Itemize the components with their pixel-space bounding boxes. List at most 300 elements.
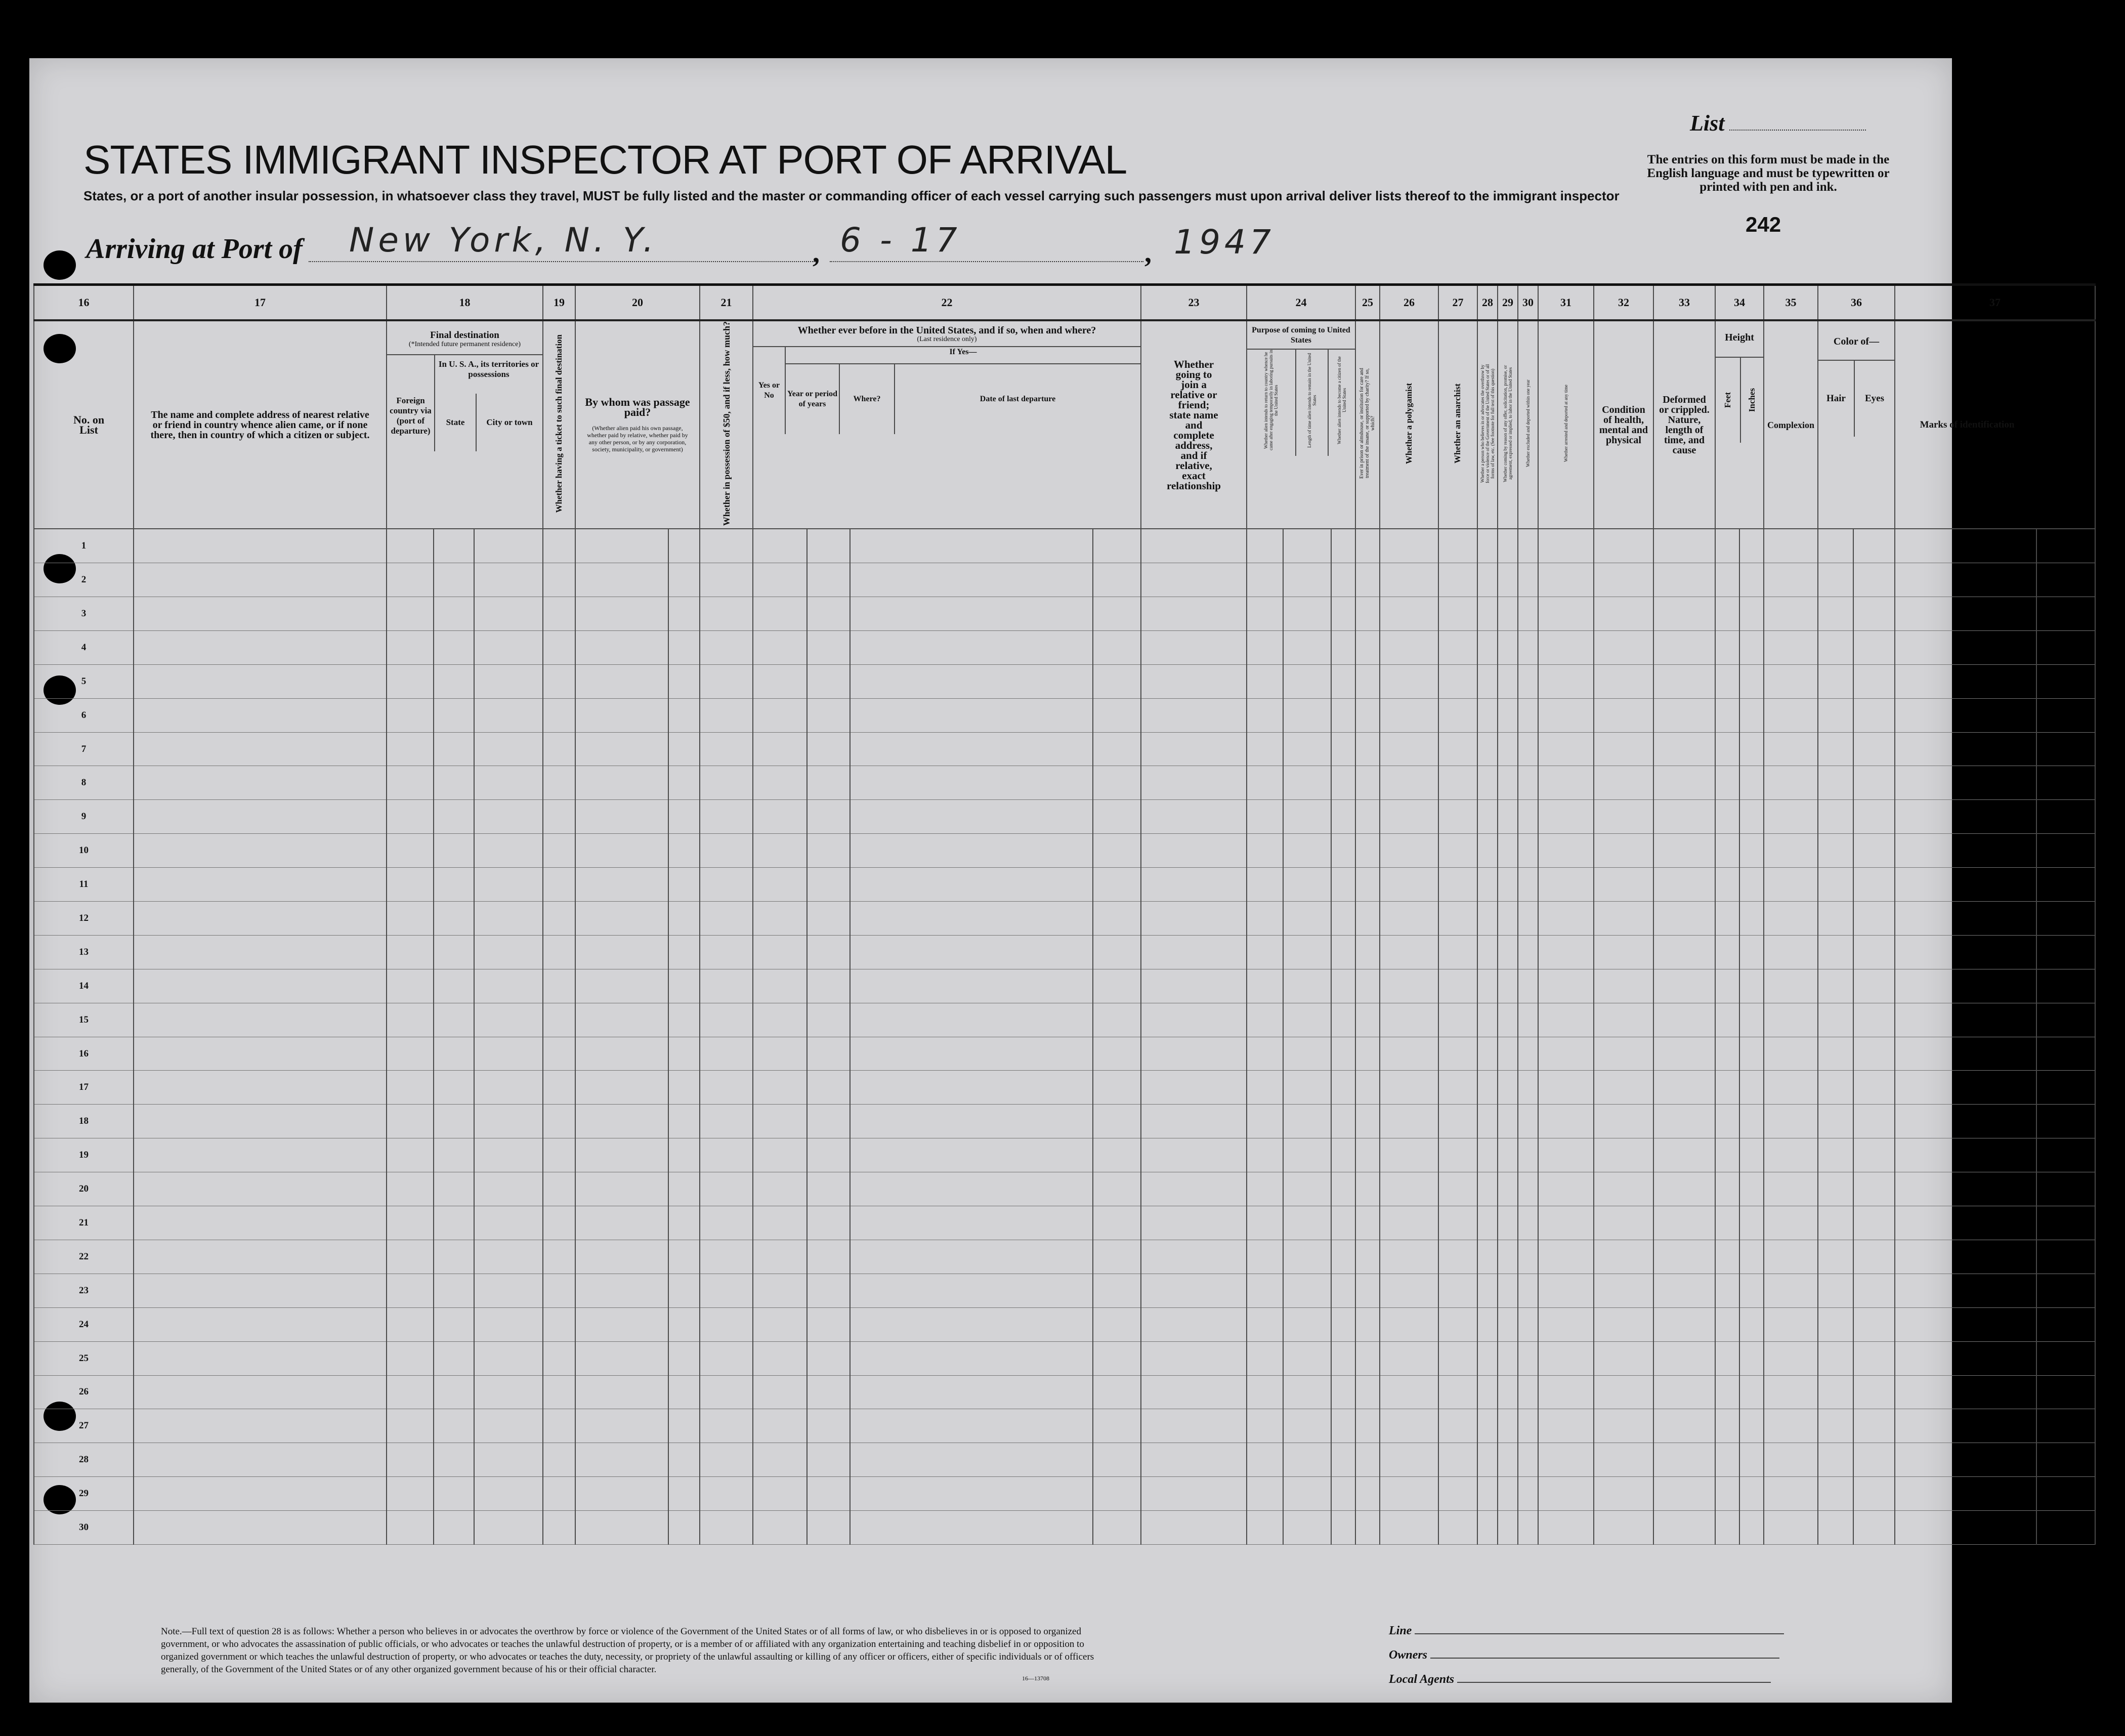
entry-cell[interactable]: [700, 1138, 753, 1172]
entry-cell[interactable]: [1538, 1105, 1594, 1138]
entry-cell[interactable]: [1764, 529, 1818, 563]
entry-cell[interactable]: [1653, 1307, 1715, 1341]
entry-cell[interactable]: [1380, 834, 1438, 868]
entry-cell[interactable]: [1518, 1206, 1538, 1240]
entry-cell[interactable]: [134, 732, 387, 766]
entry-cell[interactable]: [134, 766, 387, 800]
entry-cell[interactable]: [1518, 1105, 1538, 1138]
entry-cell[interactable]: [575, 1375, 668, 1409]
entry-cell[interactable]: [1653, 800, 1715, 834]
entry-cell[interactable]: [668, 1003, 700, 1037]
entry-cell[interactable]: [807, 630, 850, 664]
entry-cell[interactable]: [2036, 597, 2095, 631]
entry-cell[interactable]: [543, 732, 575, 766]
entry-cell[interactable]: [850, 1172, 1093, 1206]
entry-cell[interactable]: [434, 1172, 474, 1206]
entry-cell[interactable]: [753, 732, 807, 766]
entry-cell[interactable]: [668, 1341, 700, 1375]
entry-cell[interactable]: [575, 698, 668, 732]
entry-cell[interactable]: [1355, 1206, 1380, 1240]
entry-cell[interactable]: [1355, 935, 1380, 969]
entry-cell[interactable]: [1853, 868, 1895, 902]
entry-cell[interactable]: [1594, 529, 1653, 563]
entry-cell[interactable]: [1477, 1274, 1498, 1307]
entry-cell[interactable]: [1653, 1003, 1715, 1037]
entry-cell[interactable]: [1331, 1138, 1355, 1172]
entry-cell[interactable]: [753, 698, 807, 732]
entry-cell[interactable]: [1247, 800, 1283, 834]
entry-cell[interactable]: [1331, 1003, 1355, 1037]
entry-cell[interactable]: [1518, 1443, 1538, 1477]
entry-cell[interactable]: [1477, 732, 1498, 766]
entry-cell[interactable]: [1283, 698, 1331, 732]
entry-cell[interactable]: [1247, 1307, 1283, 1341]
entry-cell[interactable]: [1764, 902, 1818, 936]
entry-cell[interactable]: [850, 698, 1093, 732]
entry-cell[interactable]: [668, 1409, 700, 1443]
entry-cell[interactable]: [753, 834, 807, 868]
entry-cell[interactable]: [668, 1443, 700, 1477]
entry-cell[interactable]: [1498, 1240, 1518, 1274]
entry-cell[interactable]: [1247, 1138, 1283, 1172]
entry-cell[interactable]: [434, 664, 474, 698]
entry-cell[interactable]: [1653, 1341, 1715, 1375]
entry-cell[interactable]: [1093, 1409, 1141, 1443]
entry-cell[interactable]: [1518, 1341, 1538, 1375]
entry-cell[interactable]: [1141, 1138, 1247, 1172]
entry-cell[interactable]: [807, 1409, 850, 1443]
entry-cell[interactable]: [1331, 1037, 1355, 1071]
entry-cell[interactable]: [2036, 529, 2095, 563]
entry-cell[interactable]: [1764, 1003, 1818, 1037]
entry-cell[interactable]: [2036, 1409, 2095, 1443]
entry-cell[interactable]: [1764, 1409, 1818, 1443]
entry-cell[interactable]: [753, 1105, 807, 1138]
entry-cell[interactable]: [1594, 664, 1653, 698]
entry-cell[interactable]: [134, 1206, 387, 1240]
entry-cell[interactable]: [850, 868, 1093, 902]
entry-cell[interactable]: [1331, 698, 1355, 732]
entry-cell[interactable]: [1739, 1341, 1764, 1375]
entry-cell[interactable]: [1818, 834, 1853, 868]
entry-cell[interactable]: [1477, 935, 1498, 969]
entry-cell[interactable]: [1853, 630, 1895, 664]
entry-cell[interactable]: [134, 1138, 387, 1172]
entry-cell[interactable]: [1477, 1105, 1498, 1138]
entry-cell[interactable]: [1895, 1409, 2036, 1443]
entry-cell[interactable]: [1380, 630, 1438, 664]
entry-cell[interactable]: [134, 1071, 387, 1105]
entry-cell[interactable]: [2036, 834, 2095, 868]
entry-cell[interactable]: [1853, 1274, 1895, 1307]
entry-cell[interactable]: [134, 834, 387, 868]
entry-cell[interactable]: [700, 1307, 753, 1341]
entry-cell[interactable]: [1538, 1477, 1594, 1511]
entry-cell[interactable]: [1594, 1003, 1653, 1037]
entry-cell[interactable]: [1538, 664, 1594, 698]
entry-cell[interactable]: [1895, 1138, 2036, 1172]
entry-cell[interactable]: [1438, 834, 1477, 868]
entry-cell[interactable]: [1653, 1172, 1715, 1206]
entry-cell[interactable]: [575, 1037, 668, 1071]
entry-cell[interactable]: [387, 1511, 434, 1545]
entry-cell[interactable]: [1093, 1443, 1141, 1477]
entry-cell[interactable]: [1093, 969, 1141, 1003]
entry-cell[interactable]: [387, 1138, 434, 1172]
entry-cell[interactable]: [1895, 529, 2036, 563]
entry-cell[interactable]: [1331, 1307, 1355, 1341]
entry-cell[interactable]: [668, 597, 700, 631]
entry-cell[interactable]: [1653, 1511, 1715, 1545]
entry-cell[interactable]: [575, 597, 668, 631]
entry-cell[interactable]: [1895, 1443, 2036, 1477]
entry-cell[interactable]: [1283, 597, 1331, 631]
entry-cell[interactable]: [668, 766, 700, 800]
entry-cell[interactable]: [575, 766, 668, 800]
entry-cell[interactable]: [575, 563, 668, 597]
entry-cell[interactable]: [543, 630, 575, 664]
entry-cell[interactable]: [1141, 800, 1247, 834]
entry-cell[interactable]: [1594, 1409, 1653, 1443]
entry-cell[interactable]: [1477, 1443, 1498, 1477]
entry-cell[interactable]: [1818, 1003, 1853, 1037]
entry-cell[interactable]: [700, 529, 753, 563]
entry-cell[interactable]: [1853, 1071, 1895, 1105]
entry-cell[interactable]: [1141, 1409, 1247, 1443]
entry-cell[interactable]: [387, 563, 434, 597]
entry-cell[interactable]: [1818, 800, 1853, 834]
entry-cell[interactable]: [1355, 1375, 1380, 1409]
entry-cell[interactable]: [1653, 732, 1715, 766]
entry-cell[interactable]: [1438, 1172, 1477, 1206]
entry-cell[interactable]: [753, 766, 807, 800]
entry-cell[interactable]: [850, 1443, 1093, 1477]
entry-cell[interactable]: [134, 902, 387, 936]
entry-cell[interactable]: [668, 664, 700, 698]
entry-cell[interactable]: [1141, 1341, 1247, 1375]
entry-cell[interactable]: [134, 1037, 387, 1071]
entry-cell[interactable]: [1247, 1105, 1283, 1138]
entry-cell[interactable]: [1141, 1443, 1247, 1477]
entry-cell[interactable]: [1653, 1274, 1715, 1307]
entry-cell[interactable]: [134, 1307, 387, 1341]
entry-cell[interactable]: [575, 902, 668, 936]
entry-cell[interactable]: [1518, 935, 1538, 969]
entry-cell[interactable]: [1653, 834, 1715, 868]
entry-cell[interactable]: [1093, 1071, 1141, 1105]
entry-cell[interactable]: [1141, 1307, 1247, 1341]
entry-cell[interactable]: [1247, 664, 1283, 698]
entry-cell[interactable]: [2036, 1307, 2095, 1341]
entry-cell[interactable]: [1518, 732, 1538, 766]
entry-cell[interactable]: [1093, 563, 1141, 597]
entry-cell[interactable]: [1653, 1206, 1715, 1240]
entry-cell[interactable]: [1331, 1206, 1355, 1240]
entry-cell[interactable]: [1518, 1307, 1538, 1341]
entry-cell[interactable]: [1518, 1375, 1538, 1409]
entry-cell[interactable]: [807, 1071, 850, 1105]
entry-cell[interactable]: [1895, 1511, 2036, 1545]
entry-cell[interactable]: [575, 664, 668, 698]
entry-cell[interactable]: [1853, 1443, 1895, 1477]
entry-cell[interactable]: [543, 1138, 575, 1172]
entry-cell[interactable]: [2036, 935, 2095, 969]
entry-cell[interactable]: [474, 800, 543, 834]
entry-cell[interactable]: [807, 1375, 850, 1409]
entry-cell[interactable]: [2036, 1477, 2095, 1511]
entry-cell[interactable]: [807, 902, 850, 936]
entry-cell[interactable]: [1653, 935, 1715, 969]
entry-cell[interactable]: [1247, 732, 1283, 766]
entry-cell[interactable]: [1438, 698, 1477, 732]
entry-cell[interactable]: [1355, 1307, 1380, 1341]
entry-cell[interactable]: [1895, 969, 2036, 1003]
entry-cell[interactable]: [850, 1307, 1093, 1341]
entry-cell[interactable]: [1895, 1477, 2036, 1511]
entry-cell[interactable]: [474, 1172, 543, 1206]
entry-cell[interactable]: [1739, 1105, 1764, 1138]
entry-cell[interactable]: [2036, 563, 2095, 597]
entry-cell[interactable]: [387, 800, 434, 834]
entry-cell[interactable]: [1739, 1375, 1764, 1409]
entry-cell[interactable]: [1283, 1138, 1331, 1172]
entry-cell[interactable]: [134, 868, 387, 902]
entry-cell[interactable]: [1141, 1037, 1247, 1071]
entry-cell[interactable]: [1283, 1037, 1331, 1071]
entry-cell[interactable]: [543, 1071, 575, 1105]
entry-cell[interactable]: [850, 1105, 1093, 1138]
entry-cell[interactable]: [1715, 563, 1739, 597]
entry-cell[interactable]: [1594, 1071, 1653, 1105]
entry-cell[interactable]: [1739, 800, 1764, 834]
entry-cell[interactable]: [1283, 1511, 1331, 1545]
entry-cell[interactable]: [1715, 1307, 1739, 1341]
entry-cell[interactable]: [1538, 1138, 1594, 1172]
entry-cell[interactable]: [1331, 563, 1355, 597]
entry-cell[interactable]: [1895, 834, 2036, 868]
entry-cell[interactable]: [1093, 1037, 1141, 1071]
entry-cell[interactable]: [2036, 1037, 2095, 1071]
entry-cell[interactable]: [1093, 1105, 1141, 1138]
entry-cell[interactable]: [1380, 1071, 1438, 1105]
entry-cell[interactable]: [543, 800, 575, 834]
entry-cell[interactable]: [1283, 1443, 1331, 1477]
entry-cell[interactable]: [543, 1240, 575, 1274]
entry-cell[interactable]: [807, 1003, 850, 1037]
entry-cell[interactable]: [2036, 630, 2095, 664]
entry-cell[interactable]: [575, 1409, 668, 1443]
entry-cell[interactable]: [2036, 1511, 2095, 1545]
entry-cell[interactable]: [387, 1341, 434, 1375]
entry-cell[interactable]: [1594, 800, 1653, 834]
entry-cell[interactable]: [1355, 1240, 1380, 1274]
entry-cell[interactable]: [543, 902, 575, 936]
entry-cell[interactable]: [1818, 935, 1853, 969]
entry-cell[interactable]: [1093, 597, 1141, 631]
entry-cell[interactable]: [850, 1477, 1093, 1511]
entry-cell[interactable]: [1715, 1003, 1739, 1037]
entry-cell[interactable]: [1247, 1375, 1283, 1409]
entry-cell[interactable]: [1818, 902, 1853, 936]
entry-cell[interactable]: [1477, 1409, 1498, 1443]
entry-cell[interactable]: [1283, 1341, 1331, 1375]
entry-cell[interactable]: [668, 1172, 700, 1206]
entry-cell[interactable]: [753, 935, 807, 969]
entry-cell[interactable]: [2036, 1105, 2095, 1138]
entry-cell[interactable]: [434, 597, 474, 631]
entry-cell[interactable]: [387, 935, 434, 969]
entry-cell[interactable]: [1283, 1172, 1331, 1206]
entry-cell[interactable]: [1247, 868, 1283, 902]
entry-cell[interactable]: [543, 1206, 575, 1240]
entry-cell[interactable]: [474, 1409, 543, 1443]
entry-cell[interactable]: [1895, 935, 2036, 969]
entry-cell[interactable]: [1477, 630, 1498, 664]
entry-cell[interactable]: [1331, 868, 1355, 902]
entry-cell[interactable]: [1093, 630, 1141, 664]
entry-cell[interactable]: [807, 597, 850, 631]
entry-cell[interactable]: [575, 1071, 668, 1105]
entry-cell[interactable]: [134, 630, 387, 664]
entry-cell[interactable]: [474, 1003, 543, 1037]
entry-cell[interactable]: [575, 1274, 668, 1307]
entry-cell[interactable]: [1853, 1341, 1895, 1375]
entry-cell[interactable]: [1355, 597, 1380, 631]
entry-cell[interactable]: [807, 1477, 850, 1511]
entry-cell[interactable]: [2036, 1003, 2095, 1037]
entry-cell[interactable]: [1247, 766, 1283, 800]
entry-cell[interactable]: [1764, 834, 1818, 868]
entry-cell[interactable]: [1715, 935, 1739, 969]
entry-cell[interactable]: [1853, 1206, 1895, 1240]
entry-cell[interactable]: [753, 529, 807, 563]
entry-cell[interactable]: [1498, 1172, 1518, 1206]
entry-cell[interactable]: [850, 1240, 1093, 1274]
entry-cell[interactable]: [1653, 1240, 1715, 1274]
entry-cell[interactable]: [1141, 1375, 1247, 1409]
entry-cell[interactable]: [1355, 1105, 1380, 1138]
entry-cell[interactable]: [668, 529, 700, 563]
entry-cell[interactable]: [134, 1274, 387, 1307]
entry-cell[interactable]: [1594, 1138, 1653, 1172]
entry-cell[interactable]: [1093, 664, 1141, 698]
entry-cell[interactable]: [850, 1071, 1093, 1105]
entry-cell[interactable]: [1380, 1511, 1438, 1545]
entry-cell[interactable]: [1477, 1037, 1498, 1071]
entry-cell[interactable]: [575, 1443, 668, 1477]
entry-cell[interactable]: [1380, 1105, 1438, 1138]
entry-cell[interactable]: [1518, 630, 1538, 664]
entry-cell[interactable]: [543, 766, 575, 800]
entry-cell[interactable]: [1653, 1071, 1715, 1105]
entry-cell[interactable]: [850, 969, 1093, 1003]
entry-cell[interactable]: [668, 1071, 700, 1105]
entry-cell[interactable]: [1715, 1341, 1739, 1375]
entry-cell[interactable]: [1498, 1037, 1518, 1071]
entry-cell[interactable]: [1355, 766, 1380, 800]
entry-cell[interactable]: [850, 1409, 1093, 1443]
entry-cell[interactable]: [807, 1240, 850, 1274]
entry-cell[interactable]: [1093, 834, 1141, 868]
entry-cell[interactable]: [1739, 1409, 1764, 1443]
entry-cell[interactable]: [575, 1172, 668, 1206]
entry-cell[interactable]: [1438, 1511, 1477, 1545]
entry-cell[interactable]: [1715, 1375, 1739, 1409]
entry-cell[interactable]: [543, 1341, 575, 1375]
entry-cell[interactable]: [1764, 868, 1818, 902]
entry-cell[interactable]: [1331, 1105, 1355, 1138]
entry-cell[interactable]: [1093, 868, 1141, 902]
entry-cell[interactable]: [1438, 868, 1477, 902]
entry-cell[interactable]: [1818, 1443, 1853, 1477]
entry-cell[interactable]: [1380, 800, 1438, 834]
entry-cell[interactable]: [575, 1477, 668, 1511]
entry-cell[interactable]: [1653, 1409, 1715, 1443]
entry-cell[interactable]: [1331, 597, 1355, 631]
entry-cell[interactable]: [1283, 1105, 1331, 1138]
entry-cell[interactable]: [753, 1409, 807, 1443]
entry-cell[interactable]: [387, 902, 434, 936]
entry-cell[interactable]: [1141, 935, 1247, 969]
entry-cell[interactable]: [1818, 1341, 1853, 1375]
entry-cell[interactable]: [543, 1037, 575, 1071]
entry-cell[interactable]: [1247, 630, 1283, 664]
entry-cell[interactable]: [850, 732, 1093, 766]
entry-cell[interactable]: [387, 834, 434, 868]
entry-cell[interactable]: [1247, 597, 1283, 631]
entry-cell[interactable]: [1141, 529, 1247, 563]
entry-cell[interactable]: [434, 935, 474, 969]
entry-cell[interactable]: [434, 834, 474, 868]
entry-cell[interactable]: [1895, 1307, 2036, 1341]
entry-cell[interactable]: [134, 1172, 387, 1206]
entry-cell[interactable]: [1518, 1477, 1538, 1511]
entry-cell[interactable]: [1739, 664, 1764, 698]
entry-cell[interactable]: [1498, 766, 1518, 800]
entry-cell[interactable]: [434, 1341, 474, 1375]
entry-cell[interactable]: [1498, 1206, 1518, 1240]
entry-cell[interactable]: [1764, 969, 1818, 1003]
entry-cell[interactable]: [1518, 1172, 1538, 1206]
entry-cell[interactable]: [1538, 902, 1594, 936]
entry-cell[interactable]: [387, 766, 434, 800]
entry-cell[interactable]: [2036, 1341, 2095, 1375]
entry-cell[interactable]: [753, 1003, 807, 1037]
entry-cell[interactable]: [753, 1375, 807, 1409]
entry-cell[interactable]: [1093, 1240, 1141, 1274]
entry-cell[interactable]: [134, 563, 387, 597]
entry-cell[interactable]: [668, 902, 700, 936]
entry-cell[interactable]: [1853, 664, 1895, 698]
entry-cell[interactable]: [1715, 1172, 1739, 1206]
entry-cell[interactable]: [474, 834, 543, 868]
entry-cell[interactable]: [1715, 698, 1739, 732]
entry-cell[interactable]: [1653, 902, 1715, 936]
entry-cell[interactable]: [700, 1274, 753, 1307]
entry-cell[interactable]: [668, 1511, 700, 1545]
entry-cell[interactable]: [700, 834, 753, 868]
entry-cell[interactable]: [807, 969, 850, 1003]
entry-cell[interactable]: [1715, 1274, 1739, 1307]
entry-cell[interactable]: [2036, 1240, 2095, 1274]
entry-cell[interactable]: [1538, 935, 1594, 969]
entry-cell[interactable]: [1283, 630, 1331, 664]
entry-cell[interactable]: [1739, 1240, 1764, 1274]
entry-cell[interactable]: [1594, 868, 1653, 902]
entry-cell[interactable]: [1355, 969, 1380, 1003]
entry-cell[interactable]: [387, 1037, 434, 1071]
entry-cell[interactable]: [1380, 563, 1438, 597]
